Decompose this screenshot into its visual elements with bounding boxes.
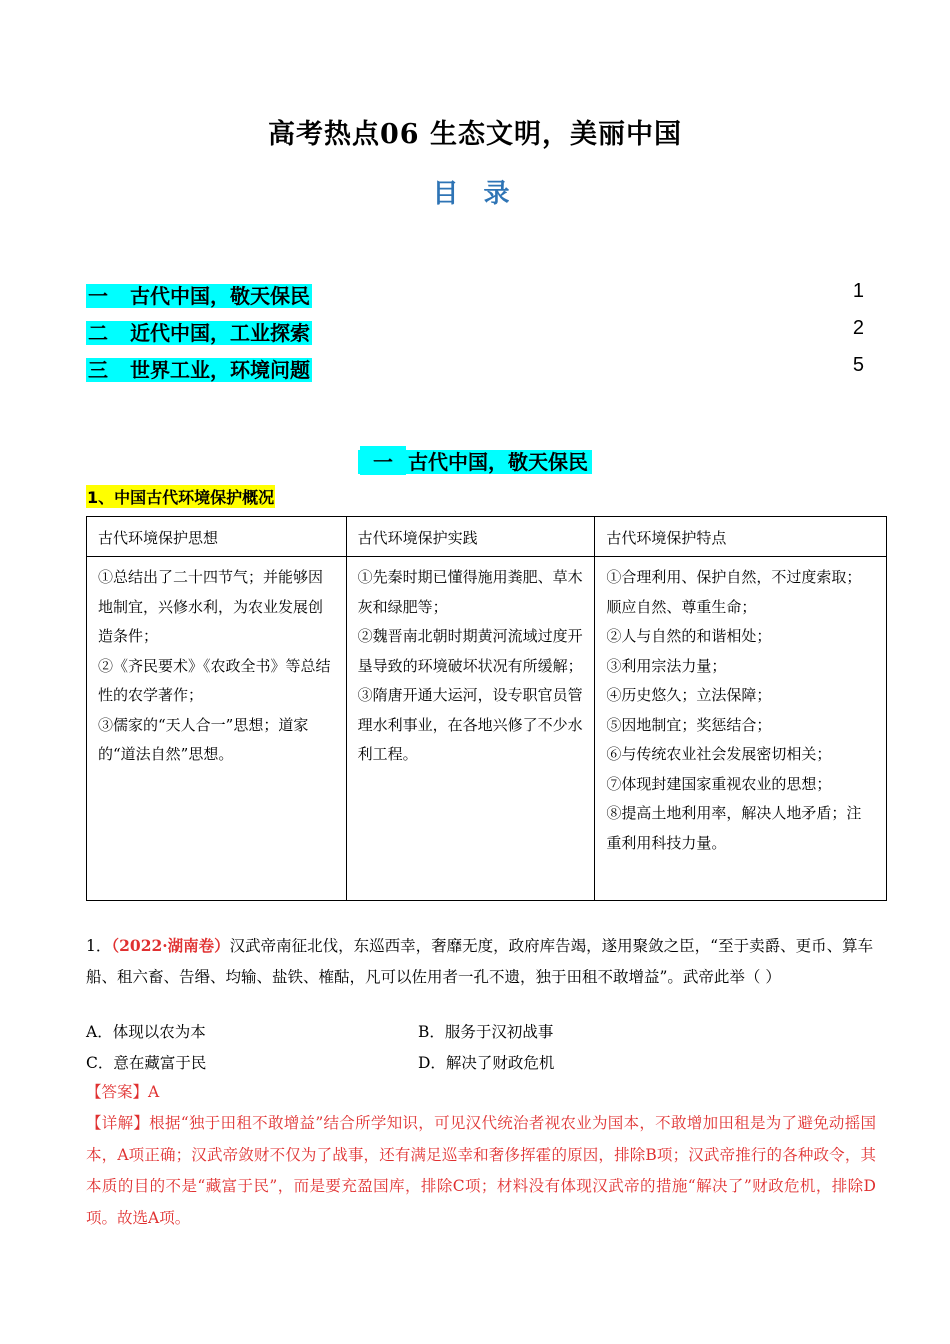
summary-table (86, 516, 887, 901)
table-header-row (87, 517, 887, 557)
table-cell: ①合理利用、保护自然，不过度索取； 顺应自然、尊重生命； ②人与自然的和谐相处； ③利用宗法力量； ④历史悠久；立法保障； ⑤因地制宜；奖惩结合； ⑥与传统农业社会发展密切相关； ⑦体现封建国家重视农业的思想； ⑧提高土地利用率，解决人地矛盾；注重利用科技力量。 (595, 557, 887, 901)
question-source: （2022·湖南卷） (111, 936, 230, 955)
table-row (87, 557, 887, 901)
table-cell: ①先秦时期已懂得施用粪肥、草木灰和绿肥等； ②魏晋南北朝时期黄河流域过度开垦导致的环境破坏状况有所缓解； ③隋唐开通大运河，设专职官员管理水利事业，在各地兴修了不少水利工程。 (346, 557, 595, 901)
question-stem: 1．（2022·湖南卷）汉武帝南征北伐，东巡西幸，奢靡无度，政府库告竭，遂用聚敛之臣，“至于卖爵、更币、算车船、租六畜、告缗、均输、盐铁、榷酤，凡可以佐用者一孔不遗，独于田租不敢增益”。武帝此举（ ） (86, 936, 874, 986)
page-title: 高考热点06 生态文明，美丽中国 (268, 119, 682, 150)
table-cell: ①总结出了二十四节气；并能够因地制宜，兴修水利，为农业发展创造条件； ②《齐民要术》《农政全书》等总结性的农学著作； ③儒家的“天人合一”思想；道家的“道法自然”思想。 (87, 557, 347, 901)
table-header: 古代环境保护思想 (87, 517, 347, 557)
table-header: 古代环境保护特点 (595, 517, 887, 557)
toc-item[interactable] (86, 354, 864, 384)
toc-item[interactable] (86, 317, 864, 347)
toc-item-label[interactable]: 一 古代中国，敬天保民 (88, 284, 310, 308)
toc-item-label[interactable]: 二 近代中国，工业探索 (88, 321, 310, 345)
toc-item-page: 5 (852, 354, 864, 376)
table-header: 古代环境保护实践 (346, 517, 595, 557)
toc-item-page: 2 (852, 317, 864, 339)
option-d[interactable]: D．解决了财政危机 (418, 1054, 555, 1072)
toc-heading: 目 录 (432, 179, 518, 209)
option-a[interactable]: A．体现以农为本 (86, 1023, 206, 1041)
option-c[interactable]: C．意在藏富于民 (86, 1054, 207, 1072)
toc-item-page: 1 (852, 280, 864, 302)
section-heading: 一 古代中国，敬天保民 (0, 446, 950, 475)
toc-item[interactable] (86, 280, 864, 310)
option-b[interactable]: B．服务于汉初战事 (418, 1023, 554, 1041)
toc-item-label[interactable]: 三 世界工业，环境问题 (88, 358, 310, 382)
subheading: 1、中国古代环境保护概况 (86, 485, 275, 508)
answer: 【答案】A (86, 1083, 160, 1101)
analysis: 【详解】根据“独于田租不敢增益”结合所学知识，可见汉代统治者视农业为国本，不敢增加田租是为了避免动摇国本，A项正确；汉武帝敛财不仅为了战事，还有满足巡幸和奢侈挥霍的原因，排除B项；汉武帝推行的各种政令，其本质的目的不是“藏富于民”，而是要充盈国库，排除C项；材料没有体现汉武帝的措施“解决了”财政危机，排除D项。故选A项。 (86, 1114, 876, 1227)
